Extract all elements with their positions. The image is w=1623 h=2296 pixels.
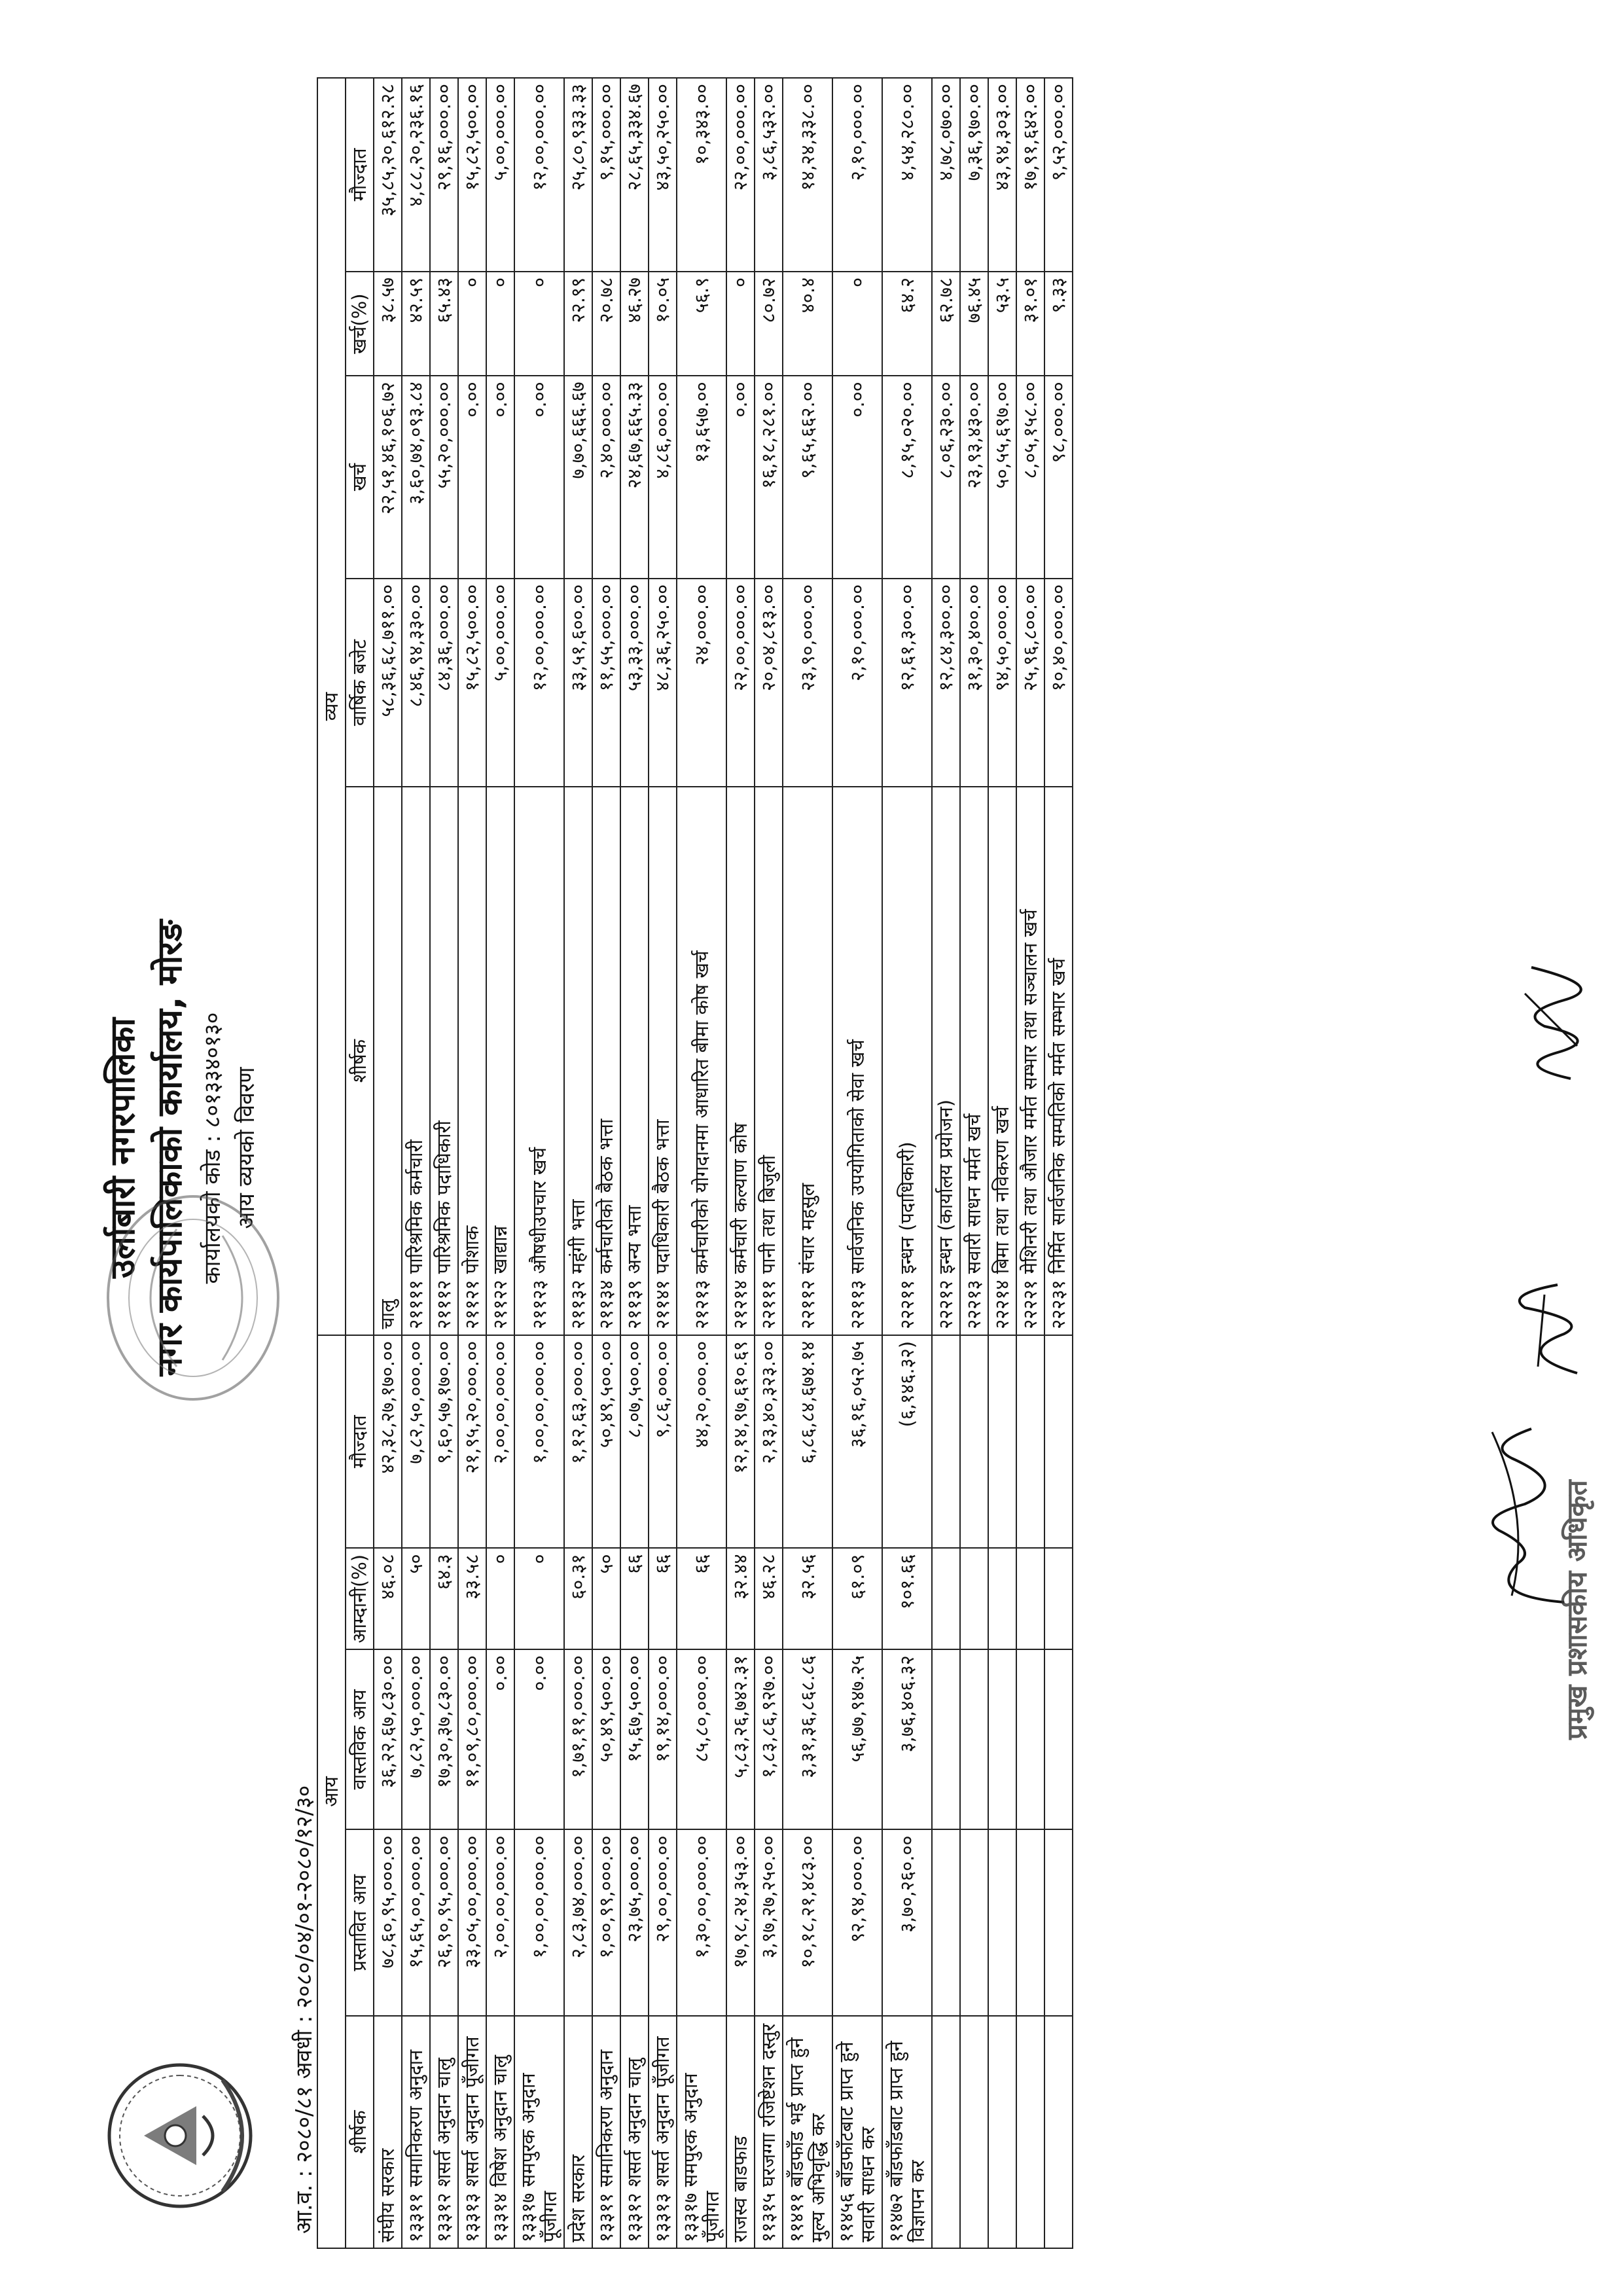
income-percent-cell: ६०.३१	[564, 1548, 592, 1649]
income-percent-cell: ६४.३	[430, 1548, 458, 1649]
table-row	[620, 78, 649, 2248]
expense-title-cell: २२२१४ बिमा तथा नविकरण खर्च	[988, 787, 1016, 1335]
income-proposed-cell: २,००,००,०००.००	[486, 1829, 514, 2015]
chief-officer-stamp: प्रमुख प्रशासकीय अधिकृत	[1561, 1480, 1593, 1740]
table-row	[402, 78, 430, 2248]
income-title-cell: संघीय सरकार	[374, 2016, 402, 2248]
income-proposed-cell: १५,६५,००,०००.००	[402, 1829, 430, 2015]
income-title-cell: ११४५६ बाँडफाँटबाट प्राप्त हुने सवारी साधन कर	[832, 2016, 882, 2248]
income-actual-cell: १९,१४,०००.००	[649, 1649, 677, 1829]
income-title-cell: प्रदेश सरकार	[564, 2016, 592, 2248]
income-actual-cell	[1044, 1649, 1073, 1829]
expense-percent-cell: ५६.९	[677, 272, 726, 376]
income-title-cell: ११४७२ बाँडफाँडबाट प्राप्त हुने विज्ञापन कर	[882, 2016, 932, 2248]
expense-budget-cell: १५,८२,५००.००	[458, 579, 486, 787]
expense-budget-cell: २५,९६,८००.००	[1016, 579, 1044, 787]
income-title-cell	[1044, 2016, 1073, 2248]
income-percent-cell: ३२.४४	[726, 1548, 755, 1649]
expense-percent-cell: ६४.२	[882, 272, 932, 376]
expense-balance-cell: ३,८६,५३२.००	[755, 78, 783, 272]
expense-percent-cell: ०	[514, 272, 564, 376]
expense-balance-cell: ४३,५०,२५०.००	[649, 78, 677, 272]
expense-percent-cell: ६५.४३	[430, 272, 458, 376]
expense-title-cell: २११३४ कर्मचारीको बैठक भत्ता	[592, 787, 620, 1335]
expense-title-cell: २११३२ महंगी भत्ता	[564, 787, 592, 1335]
income-proposed-cell: ९२,९४,०००.००	[832, 1829, 882, 2015]
expense-percent-cell: ५३.५	[988, 272, 1016, 376]
expense-spent-cell: २४,६७,६६५.३३	[620, 376, 649, 579]
expense-budget-cell: २२,००,०००.००	[726, 579, 755, 787]
expense-title-cell: २२२१३ सवारी साधन मर्मत खर्च	[960, 787, 988, 1335]
expense-budget-cell: १०,४०,०००.००	[1044, 579, 1073, 787]
income-balance-cell	[988, 1335, 1016, 1548]
income-actual-cell: ८५,८०,०००.००	[677, 1649, 726, 1829]
income-title-cell: १३३१२ शसर्त अनुदान चालु	[620, 2016, 649, 2248]
income-balance-cell: ४४,२०,०००.००	[677, 1335, 726, 1548]
expense-title-cell: २१११२ पारिश्रमिक पदाधिकारी	[430, 787, 458, 1335]
expense-title-cell: २२२२१ मेशिनरी तथा औजार मर्मत सम्भार तथा सञ्चालन खर्च	[1016, 787, 1044, 1335]
income-actual-cell: १७,३०,३७,८३०.००	[430, 1649, 458, 1829]
expense-spent-cell: ९८,०००.००	[1044, 376, 1073, 579]
income-percent-cell: ६६	[649, 1548, 677, 1649]
expense-balance-cell: २८,६५,३३४.६७	[620, 78, 649, 272]
expense-percent-cell: ६२.७८	[932, 272, 960, 376]
income-percent-cell	[932, 1548, 960, 1649]
expense-percent-cell: ०	[458, 272, 486, 376]
expense-title-cell: २२२१२ इन्धन (कार्यालय प्रयोजन)	[932, 787, 960, 1335]
table-body	[374, 78, 1073, 2248]
table-row	[486, 78, 514, 2248]
table-row	[374, 78, 402, 2248]
expense-section-header: व्यय	[317, 78, 346, 1335]
expense-spent-cell: ९,६५,६६२.००	[783, 376, 832, 579]
income-balance-cell: १,१२,६३,०००.००	[564, 1335, 592, 1548]
income-proposed-cell: २३,७५,०००.००	[620, 1829, 649, 2015]
expense-budget-cell: ११,५५,०००.००	[592, 579, 620, 787]
expense-title-cell: २११४१ पदाधिकारी बैठक भत्ता	[649, 787, 677, 1335]
expense-balance-cell: ९,५२,०००.००	[1044, 78, 1073, 272]
expense-budget-cell: २४,०००.००	[677, 579, 726, 787]
income-actual-cell: ११,०९,८०,०००.००	[458, 1649, 486, 1829]
expense-budget-cell: १२,६१,३००.००	[882, 579, 932, 787]
income-proposed-cell	[1044, 1829, 1073, 2015]
expense-percent-cell: ३१.०१	[1016, 272, 1044, 376]
income-balance-cell	[1016, 1335, 1044, 1548]
income-percent-cell	[988, 1548, 1016, 1649]
expense-percent-cell: ३८.५७	[374, 272, 402, 376]
income-balance-cell: २,००,००,०००.००	[486, 1335, 514, 1548]
income-balance-cell: १२,१४,९७,६१०.६९	[726, 1335, 755, 1548]
income-title-cell: १३३११ समानिकरण अनुदान	[402, 2016, 430, 2248]
expense-balance-cell: २२,००,०००.००	[726, 78, 755, 272]
income-actual-cell	[932, 1649, 960, 1829]
income-title-cell	[960, 2016, 988, 2248]
income-proposed-cell	[988, 1829, 1016, 2015]
expense-title-cell: चालु	[374, 787, 402, 1335]
expense-col-title: शीर्षक	[346, 787, 374, 1335]
income-actual-cell: ५,८३,२६,७४२.३१	[726, 1649, 755, 1829]
income-percent-cell: ५०	[592, 1548, 620, 1649]
income-percent-cell: ४६.०८	[374, 1548, 402, 1649]
expense-balance-cell: १५,८२,५००.००	[458, 78, 486, 272]
expense-balance-cell: ५,००,०००.००	[486, 78, 514, 272]
income-percent-cell: ०	[486, 1548, 514, 1649]
expense-budget-cell: ४८,३६,२५०.००	[649, 579, 677, 787]
income-proposed-cell: ७८,६०,९५,०००.००	[374, 1829, 402, 2015]
expense-title-cell: २२१११ पानी तथा बिजुली	[755, 787, 783, 1335]
expense-budget-cell: २,१०,०००.००	[832, 579, 882, 787]
income-balance-cell: ९,६०,५७,१७०.००	[430, 1335, 458, 1548]
expense-budget-cell: ९४,५०,०००.००	[988, 579, 1016, 787]
income-proposed-cell: २,८३,७४,०००.००	[564, 1829, 592, 2015]
expense-title-cell: २१२१४ कर्मचारी कल्याण कोष	[726, 787, 755, 1335]
table-row	[514, 78, 564, 2248]
expense-balance-cell: १२,००,०००.००	[514, 78, 564, 272]
table-row	[677, 78, 726, 2248]
income-title-cell: १३३१७ समपुरक अनुदान पूँजीगत	[514, 2016, 564, 2248]
expense-title-cell: २११२३ औषधीउपचार खर्च	[514, 787, 564, 1335]
income-actual-cell: ३६,२२,६७,८३०.००	[374, 1649, 402, 1829]
expense-percent-cell: ८०.७२	[755, 272, 783, 376]
income-balance-cell: ७,८२,५०,०००.००	[402, 1335, 430, 1548]
income-actual-cell: ५०,४९,५००.००	[592, 1649, 620, 1829]
expense-percent-cell: ४०.४	[783, 272, 832, 376]
expense-percent-cell: २०.७८	[592, 272, 620, 376]
office-code: कार्यालयको कोड : ८०१३३४०१३०	[200, 1012, 226, 1284]
income-actual-cell	[1016, 1649, 1044, 1829]
expense-budget-cell: ८,४६,९४,३३०.००	[402, 579, 430, 787]
income-title-cell: राजस्व बाडफाड	[726, 2016, 755, 2248]
income-actual-cell	[960, 1649, 988, 1829]
expense-col-budget: वार्षिक बजेट	[346, 579, 374, 787]
table-row	[960, 78, 988, 2248]
expense-balance-cell: १७,९१,६४२.००	[1016, 78, 1044, 272]
expense-budget-cell: ३३,५१,६००.००	[564, 579, 592, 787]
report-title: आय व्ययको विवरण	[234, 1067, 260, 1229]
expense-budget-cell: ३१,३०,४००.००	[960, 579, 988, 787]
income-balance-cell: ९,८६,०००.००	[649, 1335, 677, 1548]
expense-spent-cell: ०.००	[486, 376, 514, 579]
income-balance-cell	[1044, 1335, 1073, 1548]
expense-title-cell: २२११३ सार्वजनिक उपयोगिताको सेवा खर्च	[832, 787, 882, 1335]
income-title-cell: १३३१२ शसर्त अनुदान चालु	[430, 2016, 458, 2248]
income-proposed-cell: १,००,९९,०००.००	[592, 1829, 620, 2015]
income-actual-cell: ३,३१,३६,८६८.८६	[783, 1649, 832, 1829]
expense-spent-cell: ८,०६,२३०.००	[932, 376, 960, 579]
income-balance-cell: ६,८६,८४,६७४.१४	[783, 1335, 832, 1548]
income-actual-cell: ३,७६,४०६.३२	[882, 1649, 932, 1829]
expense-percent-cell: ०	[832, 272, 882, 376]
expense-balance-cell: ४,५४,२८०.००	[882, 78, 932, 272]
table-row	[649, 78, 677, 2248]
income-balance-cell: ५०,४९,५००.००	[592, 1335, 620, 1548]
expense-percent-cell: ०	[726, 272, 755, 376]
income-percent-cell	[960, 1548, 988, 1649]
income-title-cell: ११३१५ घरजग्गा रजिष्टेशन दस्तुर	[755, 2016, 783, 2248]
income-actual-cell: ५६,७७,९४७.२५	[832, 1649, 882, 1829]
income-percent-cell: ३३.५८	[458, 1548, 486, 1649]
expense-spent-cell: २,४०,०००.००	[592, 376, 620, 579]
income-actual-cell: ०.००	[486, 1649, 514, 1829]
expense-spent-cell: ४,८६,०००.००	[649, 376, 677, 579]
income-percent-cell: ६६	[620, 1548, 649, 1649]
income-percent-cell: १०१.६६	[882, 1548, 932, 1649]
expense-title-cell: २२११२ संचार महसुल	[783, 787, 832, 1335]
expense-balance-cell: १०,३४३.००	[677, 78, 726, 272]
expense-percent-cell: ०	[486, 272, 514, 376]
income-proposed-cell: १०,१८,२१,४८३.००	[783, 1829, 832, 2015]
expense-spent-cell: ८,१५,०२०.००	[882, 376, 932, 579]
income-section-header: आय	[317, 1335, 346, 2248]
table-row	[430, 78, 458, 2248]
expense-spent-cell: ५५,२०,०००.००	[430, 376, 458, 579]
expense-percent-cell: ९.३३	[1044, 272, 1073, 376]
income-col-proposed: प्रस्तावित आय	[346, 1829, 374, 2015]
expense-budget-cell: २०,०४,८१३.००	[755, 579, 783, 787]
expense-title-cell: २११३९ अन्य भत्ता	[620, 787, 649, 1335]
income-balance-cell: १,००,००,०००.००	[514, 1335, 564, 1548]
expense-spent-cell: २२,५१,४६,१०६.७२	[374, 376, 402, 579]
expense-balance-cell: ७,३६,९७०.००	[960, 78, 988, 272]
expense-spent-cell: ०.००	[514, 376, 564, 579]
expense-budget-cell: ५३,३३,०००.००	[620, 579, 649, 787]
income-balance-cell	[960, 1335, 988, 1548]
expense-balance-cell: २,१०,०००.००	[832, 78, 882, 272]
income-actual-cell: १,७१,११,०००.००	[564, 1649, 592, 1829]
expense-balance-cell: २५,८०,९३३.३३	[564, 78, 592, 272]
income-percent-cell	[1016, 1548, 1044, 1649]
income-balance-cell: २,१३,४०,३२३.००	[755, 1335, 783, 1548]
income-balance-cell: ३६,१६,०५२.७५	[832, 1335, 882, 1548]
income-percent-cell: ६६	[677, 1548, 726, 1649]
income-actual-cell: १,८३,८६,९२७.००	[755, 1649, 783, 1829]
table-row	[783, 78, 832, 2248]
expense-budget-cell: १२,८४,३००.००	[932, 579, 960, 787]
expense-budget-cell: ५,००,०००.००	[486, 579, 514, 787]
income-percent-cell: ३२.५६	[783, 1548, 832, 1649]
expense-title-cell: २२२३१ निर्मित सार्वजनिक सम्पतिको मर्मत सम्भार खर्च	[1044, 787, 1073, 1335]
income-title-cell: १३३१४ विषेश अनुदान चालु	[486, 2016, 514, 2248]
table-row	[832, 78, 882, 2248]
expense-percent-cell: ७६.४५	[960, 272, 988, 376]
table-row	[755, 78, 783, 2248]
income-col-actual: वास्तविक आय	[346, 1649, 374, 1829]
income-proposed-cell: २६,९०,९५,०००.००	[430, 1829, 458, 2015]
income-proposed-cell	[932, 1829, 960, 2015]
expense-col-balance: मौज्दात	[346, 78, 374, 272]
income-proposed-cell: १७,९८,२४,३५३.००	[726, 1829, 755, 2015]
expense-title-cell: २११२१ पोशाक	[458, 787, 486, 1335]
fiscal-period: आ.व. : २०८०/८१ अवधी : २०८०/०४/०१-२०८०/१२/३०	[291, 1785, 317, 2234]
signature-accountant	[1505, 961, 1590, 1092]
signature-head	[1499, 1275, 1590, 1393]
expense-budget-cell: ८४,३६,०००.००	[430, 579, 458, 787]
income-percent-cell: ६१.०९	[832, 1548, 882, 1649]
expense-col-percent: खर्च(%)	[346, 272, 374, 376]
income-proposed-cell: ३,९७,२७,२५०.००	[755, 1829, 783, 2015]
income-proposed-cell: ३३,०५,००,०००.००	[458, 1829, 486, 2015]
expense-spent-cell: ५०,५५,६९७.००	[988, 376, 1016, 579]
income-title-cell	[988, 2016, 1016, 2248]
expense-budget-cell: २३,९०,०००.००	[783, 579, 832, 787]
income-proposed-cell	[1016, 1829, 1044, 2015]
income-proposed-cell: १,३०,००,०००.००	[677, 1829, 726, 2015]
income-actual-cell	[988, 1649, 1016, 1829]
expense-title-cell: २२२११ इन्धन (पदाधिकारी)	[882, 787, 932, 1335]
expense-balance-cell: ९,१५,०००.००	[592, 78, 620, 272]
expense-budget-cell: १२,००,०००.००	[514, 579, 564, 787]
income-title-cell: ११४११ बाँडफाँड भई प्राप्त हुने मुल्य अभिवृद्धि कर	[783, 2016, 832, 2248]
income-actual-cell: ०.००	[514, 1649, 564, 1829]
expense-spent-cell: २३,९३,४३०.००	[960, 376, 988, 579]
expense-spent-cell: ७,७०,६६६.६७	[564, 376, 592, 579]
income-actual-cell: ७,८२,५०,०००.००	[402, 1649, 430, 1829]
income-balance-cell: ८,०७,५००.००	[620, 1335, 649, 1548]
expense-spent-cell: ८,०५,१५८.००	[1016, 376, 1044, 579]
income-col-title: शीर्षक	[346, 2016, 374, 2248]
table-row	[592, 78, 620, 2248]
expense-balance-cell: ४३,९४,३०३.००	[988, 78, 1016, 272]
table-row	[564, 78, 592, 2248]
expense-spent-cell: १६,१८,२८१.००	[755, 376, 783, 579]
income-title-cell	[1016, 2016, 1044, 2248]
expense-title-cell: २११२२ खाद्यान्न	[486, 787, 514, 1335]
table-row	[458, 78, 486, 2248]
expense-col-spent: खर्च	[346, 376, 374, 579]
office-name: नगर कार्यपालिकाको कार्यालय, मोरङ	[151, 920, 190, 1376]
office-seal-stamp	[98, 1190, 288, 1406]
expense-budget-cell: ५८,३६,६८,७११.००	[374, 579, 402, 787]
table-row	[1016, 78, 1044, 2248]
income-expense-table	[317, 77, 1073, 2249]
municipality-name: उर्लाबारी नगरपालिका	[103, 1018, 143, 1278]
table-row	[932, 78, 960, 2248]
income-proposed-cell: २९,००,०००.००	[649, 1829, 677, 2015]
income-percent-cell: ०	[514, 1548, 564, 1649]
expense-percent-cell: २२.९९	[564, 272, 592, 376]
income-proposed-cell: ३,७०,२६०.००	[882, 1829, 932, 2015]
income-proposed-cell: १,००,००,०००.००	[514, 1829, 564, 2015]
income-proposed-cell	[960, 1829, 988, 2015]
table-row	[988, 78, 1016, 2248]
income-actual-cell: १५,६७,५००.००	[620, 1649, 649, 1829]
income-percent-cell: ४६.२८	[755, 1548, 783, 1649]
table-row	[1044, 78, 1073, 2248]
expense-percent-cell: १०.०५	[649, 272, 677, 376]
income-title-cell: १३३१३ शसर्त अनुदान पूँजीगत	[649, 2016, 677, 2248]
expense-title-cell: २११११ पारिश्रमिक कर्मचारी	[402, 787, 430, 1335]
expense-balance-cell: ३५,८५,२०,६१२.२८	[374, 78, 402, 272]
income-balance-cell: (६,१४६.३२)	[882, 1335, 932, 1548]
income-percent-cell: ५०	[402, 1548, 430, 1649]
income-title-cell: १३३१७ समपुरक अनुदान पूँजीगत	[677, 2016, 726, 2248]
income-col-percent: आम्दानी(%)	[346, 1548, 374, 1649]
table-row	[726, 78, 755, 2248]
income-title-cell	[932, 2016, 960, 2248]
table-row	[882, 78, 932, 2248]
expense-spent-cell: ०.००	[726, 376, 755, 579]
income-percent-cell	[1044, 1548, 1073, 1649]
income-balance-cell: २१,९५,२०,०००.००	[458, 1335, 486, 1548]
expense-percent-cell: ४६.२७	[620, 272, 649, 376]
expense-spent-cell: १३,६५७.००	[677, 376, 726, 579]
expense-balance-cell: ४,७८,०७०.००	[932, 78, 960, 272]
expense-title-cell: २१२१३ कर्मचारीको योगदानमा आधारित बीमा कोष खर्च	[677, 787, 726, 1335]
income-balance-cell: ४२,३८,२७,१७०.००	[374, 1335, 402, 1548]
expense-spent-cell: ३,६०,७४,०९३.८४	[402, 376, 430, 579]
expense-balance-cell: १४,२४,३३८.००	[783, 78, 832, 272]
expense-spent-cell: ०.००	[832, 376, 882, 579]
income-title-cell: १३३१३ शसर्त अनुदान पूँजीगत	[458, 2016, 486, 2248]
expense-spent-cell: ०.००	[458, 376, 486, 579]
income-title-cell: १३३११ समानिकरण अनुदान	[592, 2016, 620, 2248]
expense-balance-cell: २९,१६,०००.००	[430, 78, 458, 272]
income-balance-cell	[932, 1335, 960, 1548]
expense-percent-cell: ४२.५९	[402, 272, 430, 376]
expense-balance-cell: ४,८८,२०,२३६.१६	[402, 78, 430, 272]
income-col-balance: मौज्दात	[346, 1335, 374, 1548]
